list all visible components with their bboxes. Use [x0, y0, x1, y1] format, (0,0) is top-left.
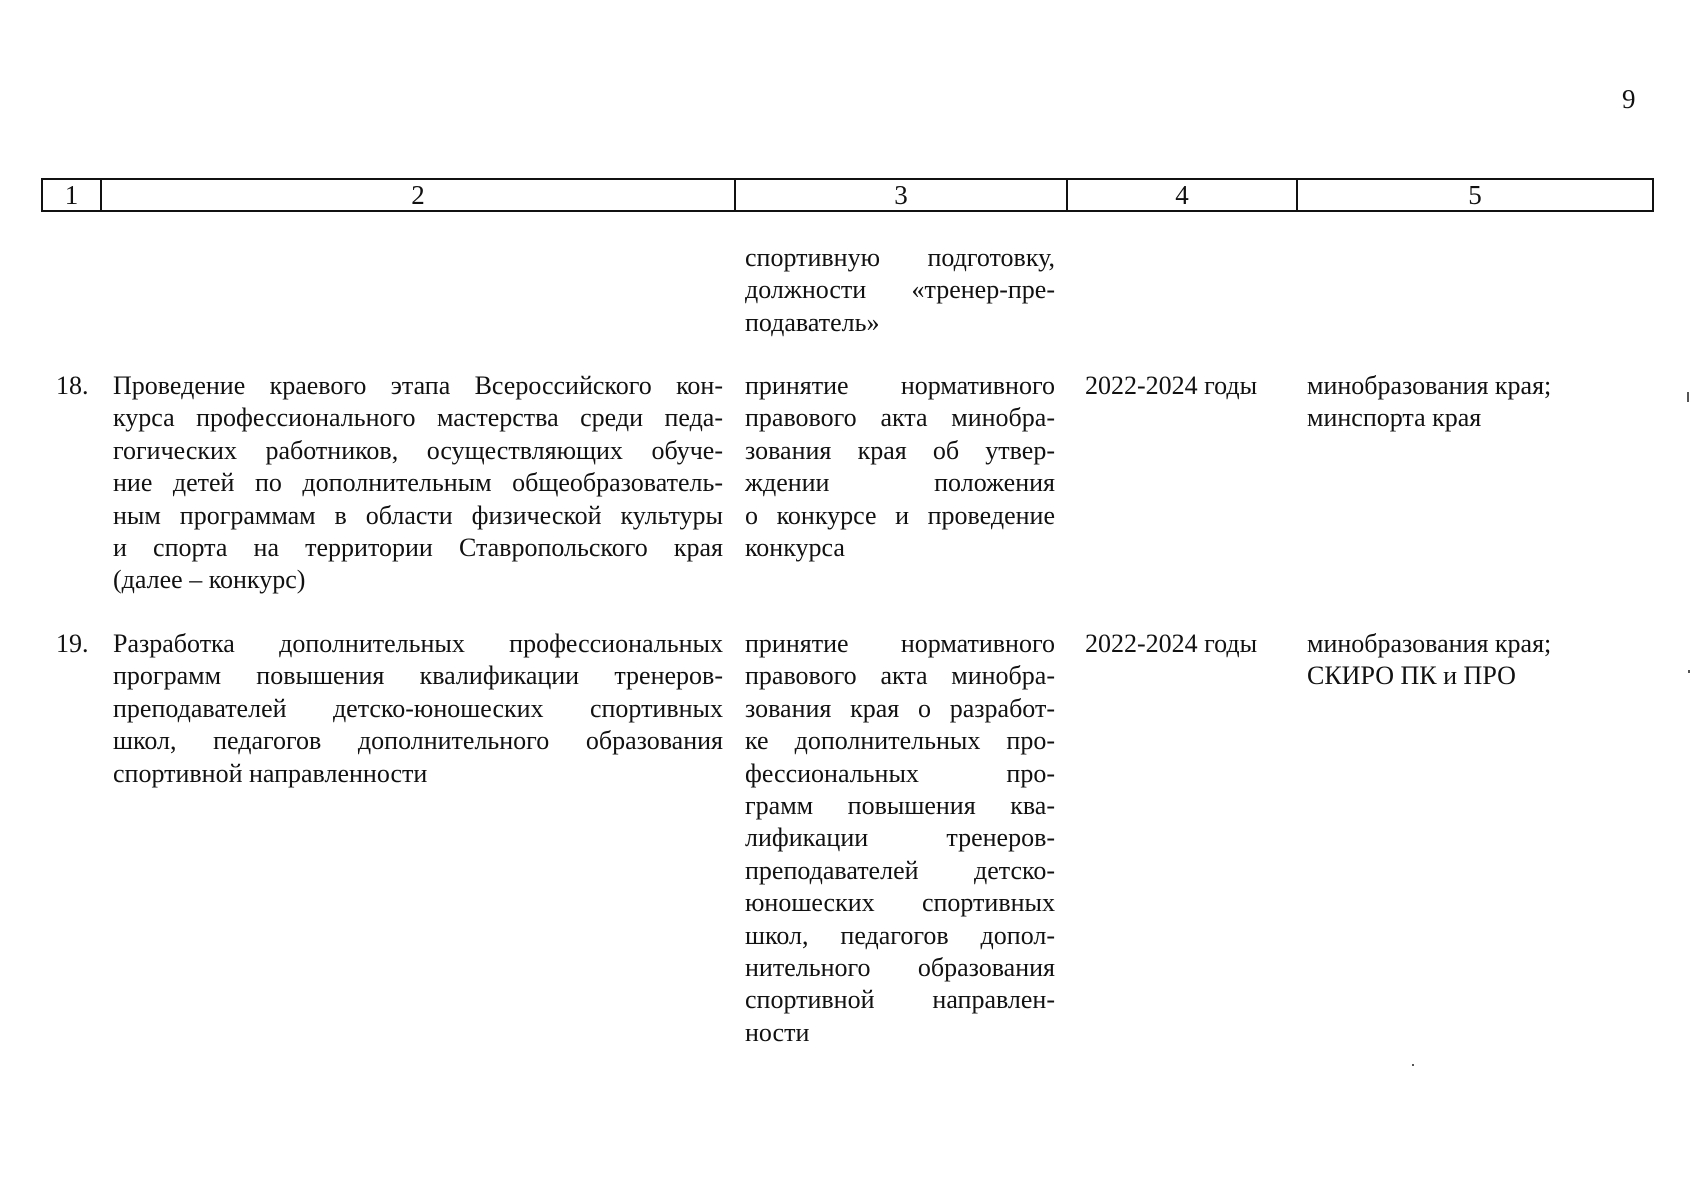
text-line: принятие нормативного	[745, 629, 1055, 658]
text-line: зования края о разработ-	[745, 693, 1055, 723]
text-line: должности «тренер-пре-	[745, 275, 1055, 305]
scan-speck	[1688, 670, 1690, 673]
text-line: СКИРО ПК и ПРО	[1307, 661, 1516, 691]
column-header-4: 4	[1067, 179, 1297, 211]
text-line: спортивную подготовку,	[745, 243, 1055, 272]
text-line: правового акта минобра-	[745, 403, 1055, 433]
row-19-result	[745, 628, 1055, 1049]
text-line: ние детей по дополнительным общеобразователь-	[113, 468, 723, 498]
column-header-2: 2	[101, 179, 735, 211]
text-line: о конкурсе и проведение	[745, 500, 1055, 530]
scan-speck	[1412, 1064, 1414, 1066]
text-line: принятие нормативного	[745, 371, 1055, 400]
text-line: минобразования края;	[1307, 371, 1552, 400]
text-line: ке дополнительных про-	[745, 726, 1055, 756]
column-header-3: 3	[735, 179, 1067, 211]
row-number-19: 19.	[56, 629, 89, 658]
text-line: подаватель»	[745, 307, 880, 337]
text-line: ности	[745, 1017, 810, 1047]
text-line: нительного образования	[745, 953, 1055, 983]
text-line: зования края об утвер-	[745, 435, 1055, 465]
text-line: Разработка дополнительных профессиональных	[113, 629, 723, 658]
row-18-activity	[113, 370, 723, 597]
text-line: конкурса	[745, 533, 845, 563]
text-line: правового акта минобра-	[745, 661, 1055, 691]
text-line: преподавателей детско-	[745, 855, 1055, 885]
continuation-result-text	[745, 242, 1055, 339]
column-header-1: 1	[42, 179, 101, 211]
text-line: фессиональных про-	[745, 758, 1055, 788]
row-18-result	[745, 370, 1055, 564]
text-line: минобразования края;	[1307, 629, 1552, 658]
text-line: школ, педагогов допол-	[745, 920, 1055, 950]
column-header-row	[42, 179, 1653, 211]
text-line: программ повышения квалификации тренеров-	[113, 661, 723, 691]
text-line: минспорта края	[1307, 403, 1482, 433]
row-18-period: 2022-2024 годы	[1085, 371, 1258, 400]
text-line: ным программам в области физической культуры	[113, 500, 723, 530]
text-line: школ, педагогов дополнительного образования	[113, 726, 723, 756]
text-line: ждении положения	[745, 468, 1055, 498]
text-line: курса профессионального мастерства среди педа-	[113, 403, 723, 433]
text-line: спортивной направленности	[113, 758, 428, 788]
text-line: гогических работников, осуществляющих обуче-	[113, 435, 723, 465]
row-19-responsible	[1307, 628, 1551, 693]
row-19-activity	[113, 628, 723, 790]
row-19-period: 2022-2024 годы	[1085, 629, 1258, 658]
column-header-5: 5	[1297, 179, 1653, 211]
text-line: Проведение краевого этапа Всероссийского кон-	[113, 371, 723, 400]
row-18-responsible	[1307, 370, 1551, 435]
column-header-table	[41, 178, 1654, 212]
text-line: лификации тренеров-	[745, 823, 1055, 853]
text-line: грамм повышения ква-	[745, 791, 1055, 821]
text-line: спортивной направлен-	[745, 985, 1055, 1015]
scan-speck	[1687, 392, 1689, 402]
text-line: юношеских спортивных	[745, 888, 1055, 918]
text-line: и спорта на территории Ставропольского края	[113, 533, 723, 563]
text-line: (далее – конкурс)	[113, 565, 306, 595]
row-number-18: 18.	[56, 371, 89, 400]
page-number: 9	[1622, 84, 1636, 114]
text-line: преподавателей детско-юношеских спортивных	[113, 693, 723, 723]
